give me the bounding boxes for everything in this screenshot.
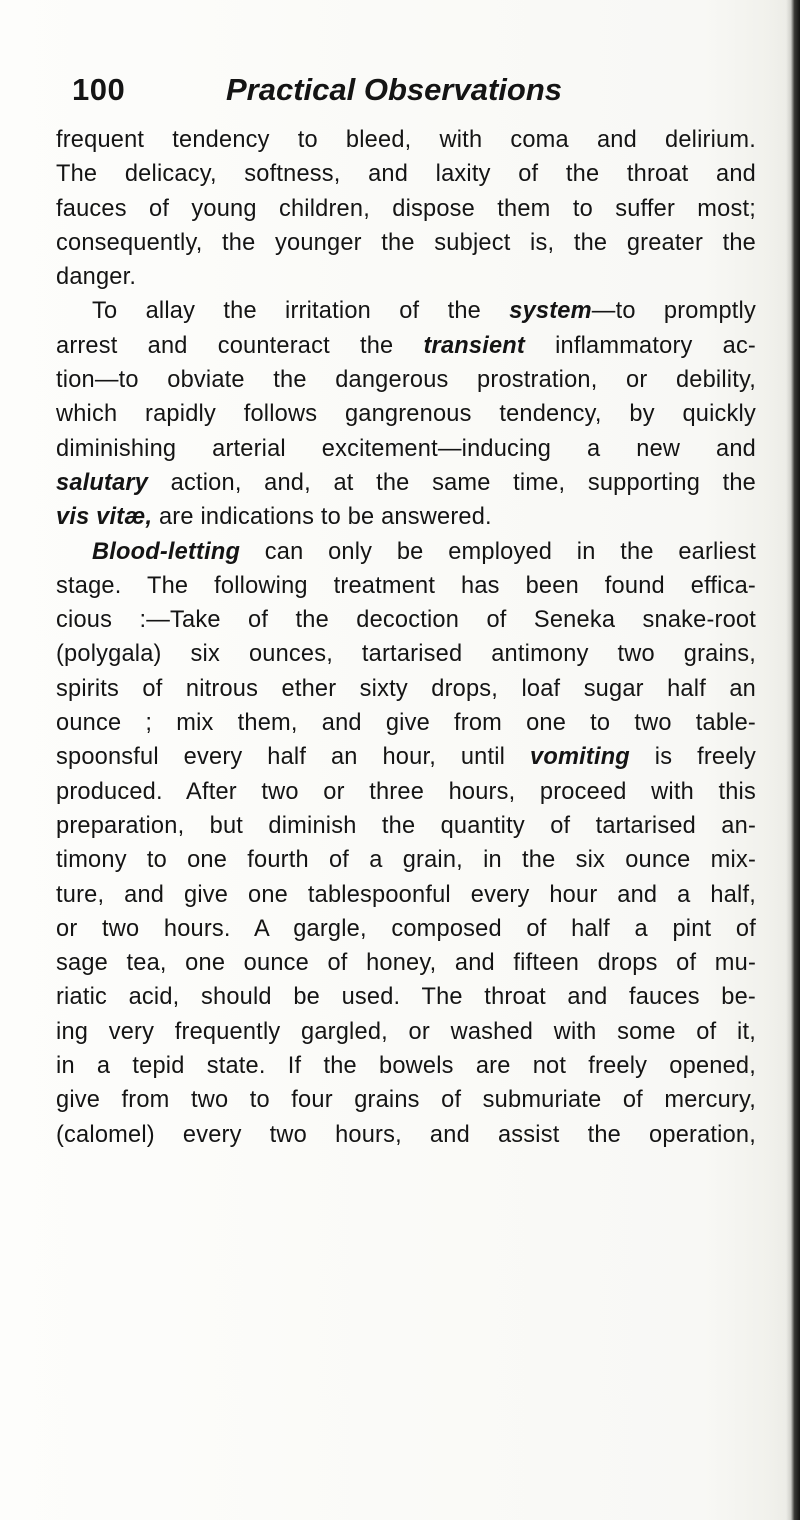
text-run: is freely	[629, 744, 757, 771]
text-run: To allay the irritation of the	[92, 298, 510, 325]
text-line	[56, 535, 756, 569]
running-head-title: Practical Observations	[226, 72, 562, 107]
text-line: cious :—Take of the decoction of Seneka snake-root	[56, 607, 756, 634]
text-line: ing very frequently gargled, or washed with some of it,	[56, 1018, 756, 1045]
italic-text: transient	[423, 332, 525, 359]
text-line: (calomel) every two hours, and assist the operation,	[56, 1121, 756, 1148]
text-run: spoonsful every half an hour, until	[56, 744, 531, 771]
text-line: (polygala) six ounces, tartarised antimony two grains,	[56, 641, 756, 668]
text-line: preparation, but diminish the quantity of tartarised an-	[56, 812, 756, 839]
text-line: frequent tendency to bleed, with coma and delirium.	[56, 127, 756, 153]
text-run: can only be employed in the earliest	[240, 538, 756, 565]
text-line	[56, 500, 756, 534]
page-binding-edge	[786, 0, 800, 1520]
text-run: inflammatory ac-	[524, 332, 756, 359]
text-line	[56, 740, 756, 774]
italic-text: salutary	[56, 469, 149, 496]
text-line: timony to one fourth of a grain, in the six ounce mix-	[56, 847, 756, 874]
italic-text: vis vitæ,	[56, 504, 153, 531]
text-run: arrest and counteract the	[56, 332, 424, 359]
text-run: —to promptly	[591, 298, 756, 325]
text-line: The delicacy, softness, and laxity of the throat and	[56, 161, 756, 188]
text-line: ture, and give one tablespoonful every hour and a half,	[56, 881, 756, 908]
text-line	[56, 294, 756, 328]
body-text	[56, 123, 756, 1152]
text-line: diminishing arterial excitement—inducing a new and	[56, 435, 756, 462]
italic-text: vomiting	[530, 744, 630, 771]
text-line: fauces of young children, dispose them to suffer most;	[56, 195, 756, 222]
text-line	[56, 466, 756, 500]
text-line: which rapidly follows gangrenous tendency, by quickly	[56, 401, 756, 428]
text-line: consequently, the younger the subject is, the greater the	[56, 229, 756, 256]
text-run: are indications to be answered.	[152, 504, 492, 531]
text-line	[56, 329, 756, 363]
text-line: danger.	[56, 264, 137, 291]
text-line: tion—to obviate the dangerous prostration, or debility,	[56, 367, 756, 394]
text-line: ounce ; mix them, and give from one to two table-	[56, 710, 756, 737]
text-run: action, and, at the same time, supporting the	[148, 469, 756, 496]
text-line: stage. The following treatment has been found effica-	[56, 572, 756, 599]
text-line: spirits of nitrous ether sixty drops, loaf sugar half an	[56, 675, 756, 702]
text-line: give from two to four grains of submuriate of mercury,	[56, 1087, 756, 1114]
text-line: or two hours. A gargle, composed of half a pint of	[56, 915, 756, 942]
page-number: 100	[72, 72, 126, 107]
italic-text: Blood-letting	[92, 538, 241, 565]
text-line: sage tea, one ounce of honey, and fifteen drops of mu-	[56, 950, 756, 977]
text-line: in a tepid state. If the bowels are not freely opened,	[56, 1053, 756, 1080]
italic-text: system	[509, 298, 592, 325]
page-header	[72, 72, 632, 122]
text-line: riatic acid, should be used. The throat and fauces be-	[56, 984, 756, 1011]
text-line: produced. After two or three hours, proceed with this	[56, 778, 756, 805]
